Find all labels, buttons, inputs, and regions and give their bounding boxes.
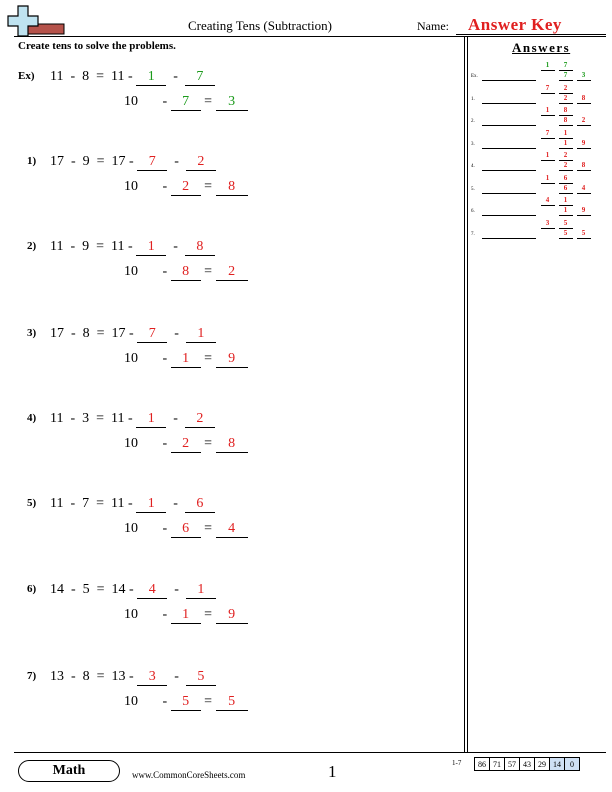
answer-key-result: 5 [581,228,586,237]
answer-key-line [482,148,536,149]
minuend: 11 - 7 = 11 - [50,496,137,511]
answer-blank-2[interactable]: 2 [186,154,216,171]
answer-blank-2[interactable]: 8 [185,239,215,256]
answer-key-b1: 1 [545,106,550,114]
answer-key-result: 8 [581,93,586,102]
ten-value: 10 - [124,521,171,536]
site-link[interactable]: www.CommonCoreSheets.com [132,770,246,780]
answer-key-b2: 6 [563,173,568,182]
problem-line-1 [50,326,216,343]
header-divider [14,36,606,37]
ten-value: 10 - [124,694,171,709]
footer-divider [14,752,606,753]
name-label: Name: [417,19,449,33]
answer-key-underline [541,138,555,139]
score-cell: 71 [490,758,505,771]
answer-key-underline [577,215,591,216]
answer-key-result: 4 [581,183,586,192]
answer-key-underline [541,93,555,94]
problem-line-2 [124,694,248,711]
answer-blank-2[interactable]: 1 [186,326,216,343]
score-cell: 57 [505,758,520,771]
answer-blank-2[interactable]: 2 [185,411,215,428]
problem-label: Ex) [18,70,35,82]
answer-blank-result[interactable]: 3 [216,94,248,111]
answer-key-result: 9 [581,206,586,214]
answer-key-underline [577,80,591,81]
answer-key-underline [577,238,591,239]
score-table [474,757,580,771]
answer-key-label: 4. [471,164,475,169]
minus-sign: - [166,411,185,426]
equals-sign: = [200,694,216,709]
answer-key-label: 2. [471,119,475,124]
answer-key-b3: 6 [563,183,568,192]
answer-key-b3: 1 [563,206,568,214]
ten-value: 10 - [124,436,171,451]
problem-line-1 [50,582,216,599]
equals-sign: = [200,264,216,279]
answer-key-b2: 8 [563,106,568,114]
answer-key-b3: 1 [563,138,568,147]
answer-blank-3[interactable]: 5 [171,694,201,711]
problem-label: 7) [27,670,37,682]
answer-key-underline [559,215,573,216]
answer-key-line [482,80,536,81]
problem-label: 4) [27,412,37,424]
minus-sign: - [166,239,185,254]
answer-blank-result[interactable]: 9 [216,607,248,624]
problem-line-2 [124,521,248,538]
answer-blank-3[interactable]: 6 [171,521,201,538]
answer-key-b2: 5 [563,218,568,227]
score-range-label: 1-7 [452,759,462,767]
minuend: 11 - 8 = 11 - [50,69,137,84]
answer-key-b1: 1 [545,61,550,69]
score-cell: 86 [475,758,490,771]
ten-value: 10 - [124,94,171,109]
answer-key-result: 2 [581,116,586,124]
equals-sign: = [200,351,216,366]
problem-line-1 [50,496,215,513]
answer-key-underline [559,148,573,149]
answer-blank-1[interactable]: 1 [136,69,166,86]
page-number: 1 [328,762,337,781]
minus-sign: - [167,154,186,169]
minuend: 17 - 8 = 17 - [50,326,138,341]
problem-line-2 [124,264,248,281]
answer-key-b2: 1 [563,128,568,137]
answer-key-underline [559,238,573,239]
answer-blank-result[interactable]: 8 [216,179,248,196]
answer-key-b1: 7 [545,128,550,137]
answer-key-label: 3. [471,141,475,147]
problem-label: 5) [27,497,37,509]
minus-sign: - [167,669,186,684]
minus-sign: - [166,496,185,511]
answer-key-b3: 2 [563,161,568,169]
instructions: Create tens to solve the problems. [18,40,176,52]
minus-sign: - [167,582,186,597]
problem-line-2 [124,607,248,624]
answer-key-line [482,215,536,216]
answer-blank-result[interactable]: 4 [216,521,248,538]
ten-value: 10 - [124,179,171,194]
answer-key-label: 1. [471,96,475,102]
answer-key-underline [577,103,591,104]
subject-badge: Math [18,760,120,782]
ten-value: 10 - [124,264,171,279]
minuend: 17 - 9 = 17 - [50,154,138,169]
problem-label: 3) [27,327,37,339]
ten-value: 10 - [124,607,171,622]
score-cell: 29 [535,758,550,771]
answer-blank-1[interactable]: 3 [137,669,167,686]
answer-key-result: 9 [581,138,586,147]
page-title: Creating Tens (Subtraction) [188,18,332,33]
problem-label: 2) [27,240,37,252]
answer-blank-1[interactable]: 1 [136,496,166,513]
score-cell: 43 [520,758,535,771]
ten-value: 10 - [124,351,171,366]
minuend: 11 - 3 = 11 - [50,411,137,426]
answer-blank-1[interactable]: 1 [136,239,166,256]
answer-blank-result[interactable]: 8 [216,436,248,453]
answer-key-label: Ex. [471,74,478,79]
answer-key-label: Answer Key [468,15,562,34]
answer-key-underline [541,115,555,116]
answer-key-underline [559,103,573,104]
answer-key-underline [541,160,555,161]
answer-key-line [482,103,536,104]
answer-key-line [482,125,536,126]
answer-blank-result[interactable]: 2 [216,264,248,281]
answer-blank-1[interactable]: 7 [137,154,167,171]
minuend: 11 - 9 = 11 - [50,239,137,254]
problem-line-2 [124,436,248,453]
equals-sign: = [200,436,216,451]
answer-key-b3: 7 [563,71,568,79]
answer-key-b1: 1 [545,173,550,182]
answer-blank-2[interactable]: 7 [185,69,215,86]
answer-blank-3[interactable]: 1 [171,607,201,624]
answer-key-label: 7. [471,231,475,237]
answer-key-b1: 3 [545,218,550,227]
answer-key-underline [577,170,591,171]
answer-key-b3: 8 [563,116,568,124]
answer-key-b2: 2 [563,151,568,159]
minus-sign: - [167,326,186,341]
answer-key-underline [559,125,573,126]
score-cell: 14 [550,758,565,771]
answer-key-b3: 5 [563,228,568,237]
answer-blank-1[interactable]: 7 [137,326,167,343]
minuend: 14 - 5 = 14 - [50,582,138,597]
answer-key-result: 8 [581,161,586,169]
plus-minus-logo-icon [6,4,68,36]
answer-key-underline [577,193,591,194]
answer-key-line [482,238,536,239]
answer-blank-3[interactable]: 8 [171,264,201,281]
problem-line-2 [124,351,248,368]
answer-key-line [482,193,536,194]
answer-blank-3[interactable]: 2 [171,179,201,196]
answer-blank-result[interactable]: 5 [216,694,248,711]
problem-line-1 [50,69,215,86]
answer-key-underline [541,183,555,184]
problem-line-2 [124,94,248,111]
equals-sign: = [200,607,216,622]
answer-key-label: 6. [471,209,475,214]
problem-line-1 [50,411,215,428]
answer-key-underline [559,170,573,171]
answer-blank-2[interactable]: 6 [185,496,215,513]
answer-blank-3[interactable]: 1 [171,351,201,368]
answer-blank-2[interactable]: 5 [186,669,216,686]
minuend: 13 - 8 = 13 - [50,669,138,684]
answer-key-result: 3 [581,71,586,79]
answer-blank-1[interactable]: 1 [136,411,166,428]
problem-label: 1) [27,155,37,167]
answer-key-line [482,170,536,171]
answer-key-b3: 2 [563,93,568,102]
answer-key-underline [559,193,573,194]
equals-sign: = [200,94,216,109]
answer-key-b1: 1 [545,151,550,159]
answers-title: Answers [512,40,571,55]
name-underline [456,34,606,35]
answer-blank-3[interactable]: 7 [171,94,201,111]
score-cell: 0 [565,758,580,771]
answer-key-b1: 4 [545,196,550,204]
answer-blank-2[interactable]: 1 [186,582,216,599]
problem-line-1 [50,669,216,686]
column-divider-2 [467,36,468,752]
answer-key-b2: 1 [563,196,568,204]
answer-key-underline [541,205,555,206]
equals-sign: = [200,179,216,194]
answer-key-b2: 2 [563,83,568,92]
answer-key-b2: 7 [563,61,568,69]
answer-blank-1[interactable]: 4 [137,582,167,599]
answer-key-label: 5. [471,186,475,192]
answer-blank-3[interactable]: 2 [171,436,201,453]
answer-key-underline [541,70,555,71]
minus-sign: - [166,69,185,84]
problem-label: 6) [27,583,37,595]
column-divider [464,36,465,752]
answer-key-underline [541,228,555,229]
problem-line-1 [50,154,216,171]
answer-key-b1: 7 [545,83,550,92]
answer-key-underline [577,148,591,149]
equals-sign: = [200,521,216,536]
problem-line-1 [50,239,215,256]
answer-key-underline [559,80,573,81]
answer-key-underline [577,125,591,126]
answer-blank-result[interactable]: 9 [216,351,248,368]
problem-line-2 [124,179,248,196]
